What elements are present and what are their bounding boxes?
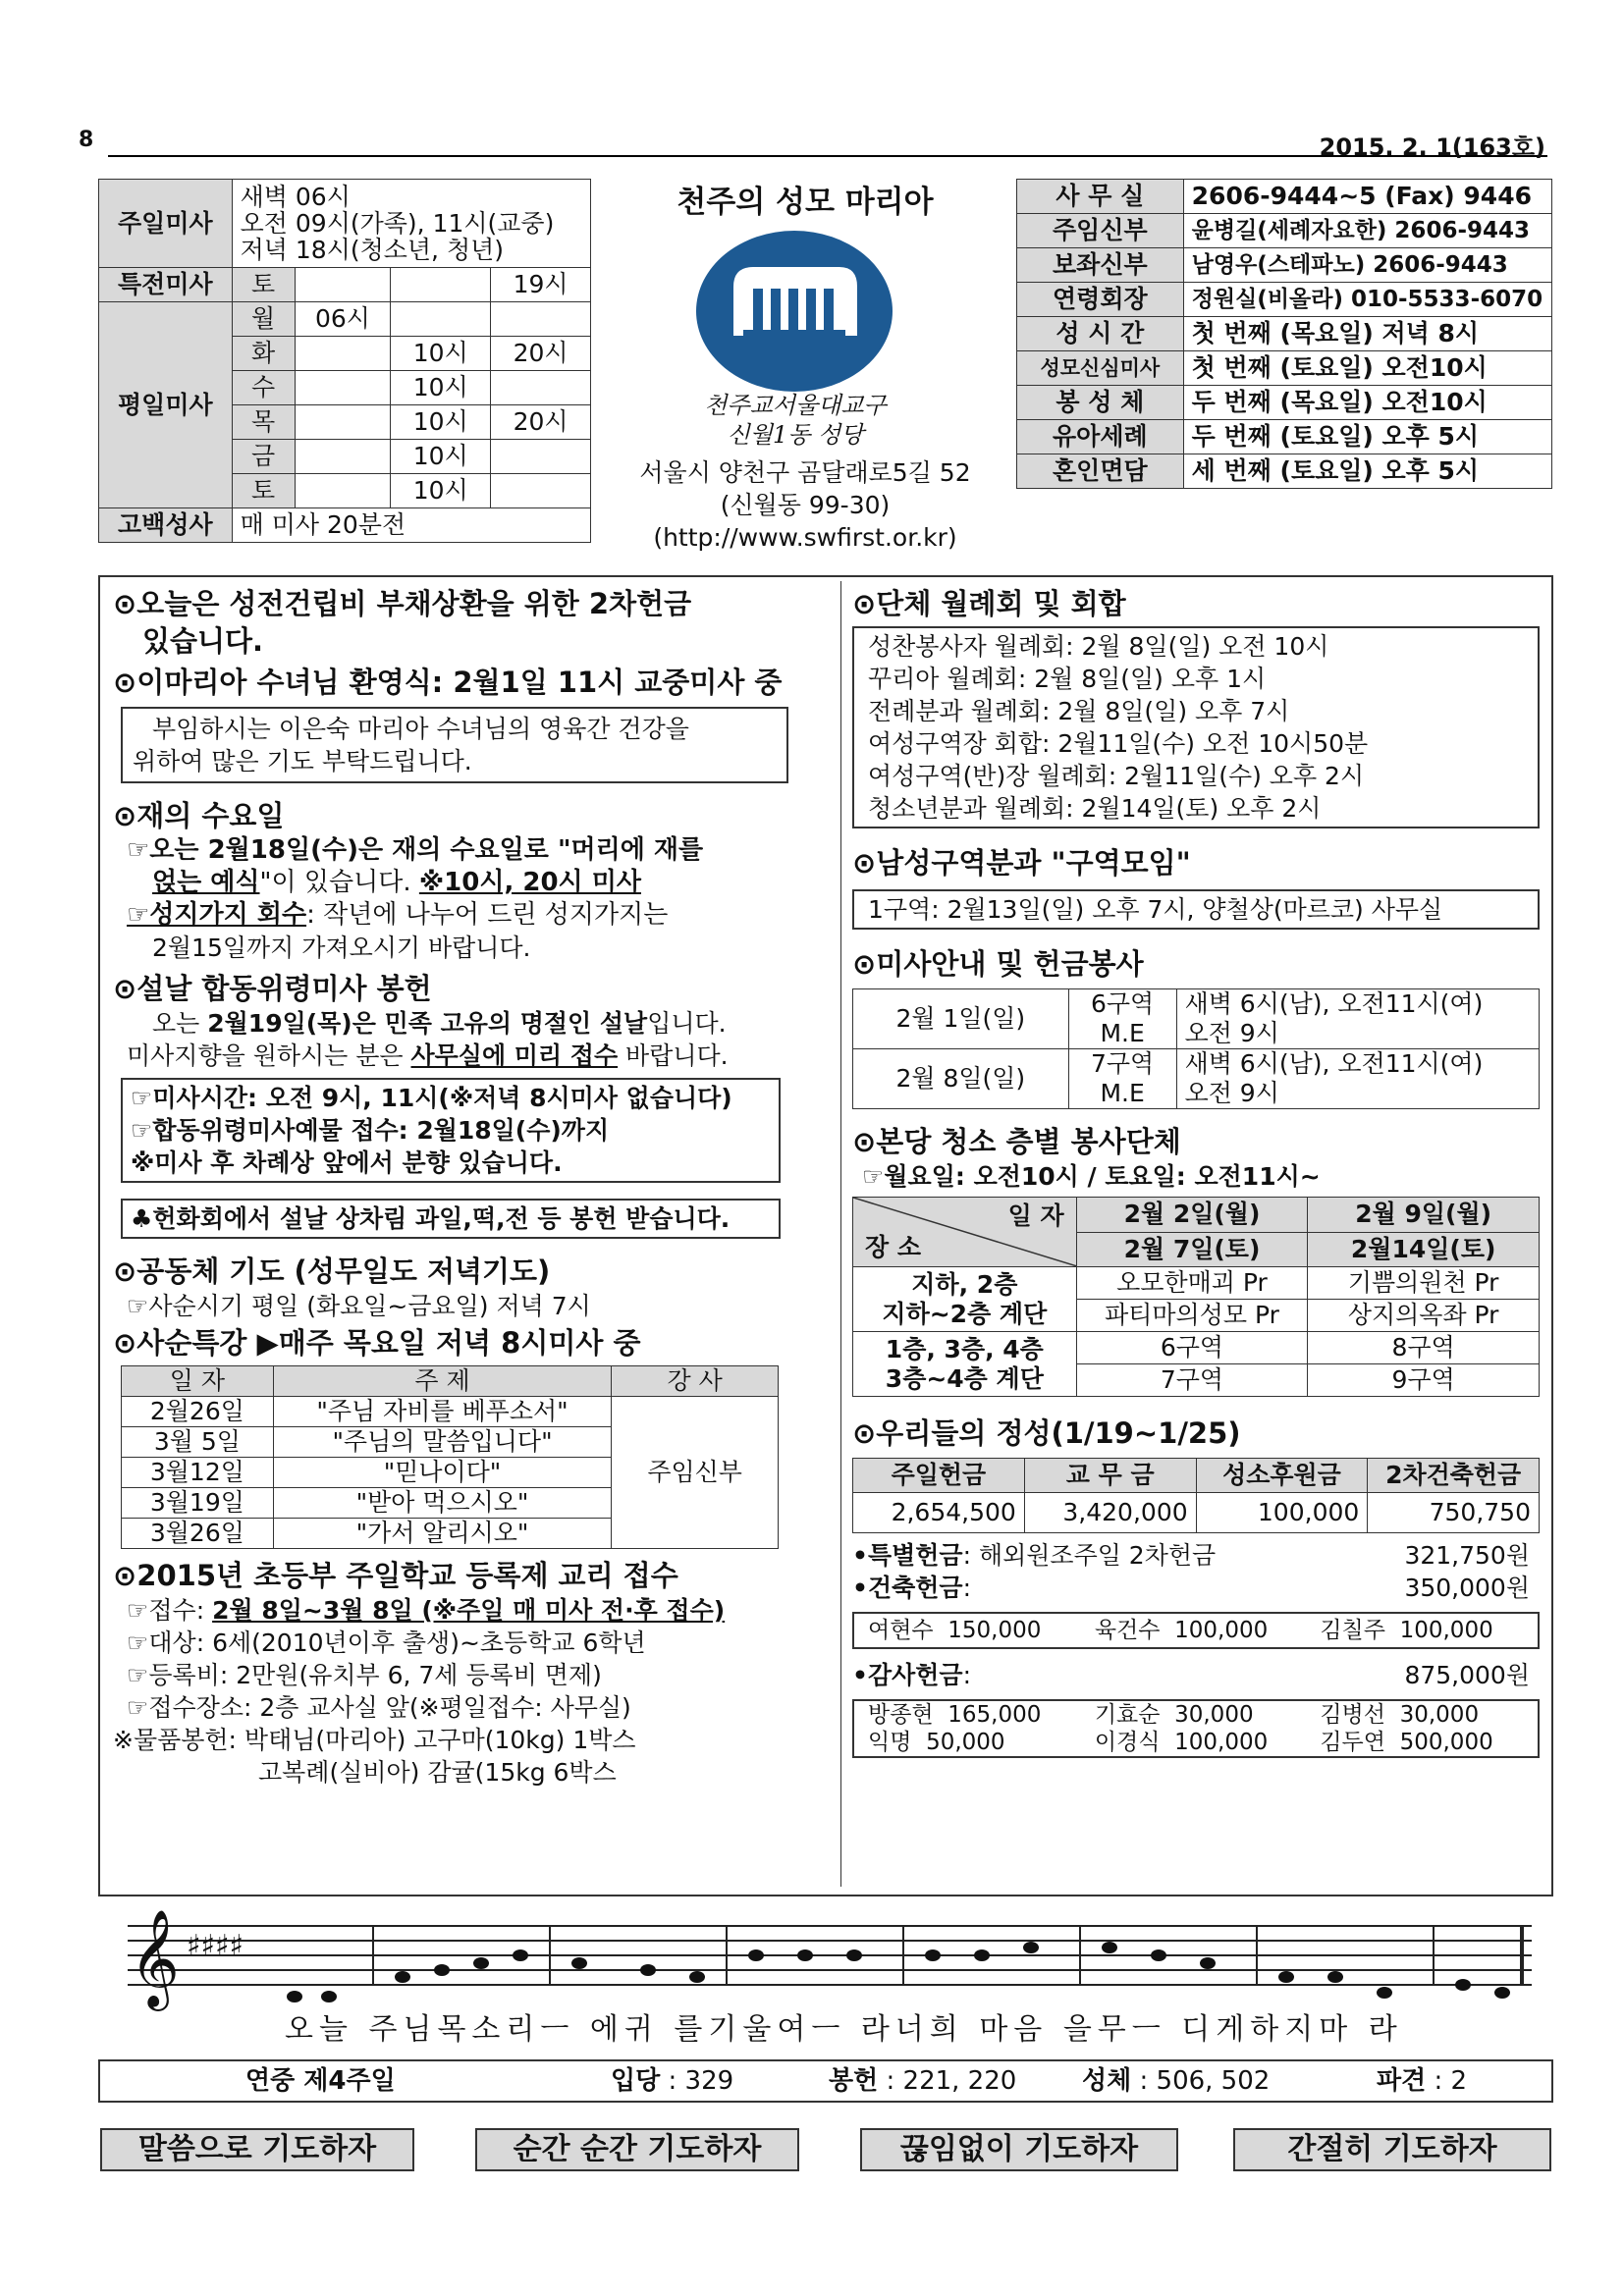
men-zone-title: ⊙남성구역분과 "구역모임"	[852, 846, 1191, 880]
ash-wednesday-title: ⊙재의 수요일	[113, 799, 285, 832]
music-staff	[118, 1906, 1542, 2014]
church-address: 서울시 양천구 곰달래로5길 52 (신월동 99-30) (http://www.swfirst.or.kr)	[599, 456, 1011, 554]
special-offering-line: •특별헌금: 해외원조주일 2차헌금 321,750원	[852, 1541, 1530, 1570]
svg-text:♯♯♯♯: ♯♯♯♯	[187, 1929, 244, 1963]
column-divider	[840, 581, 841, 1887]
right-column: ⊙단체 월례회 및 회합 성찬봉사자 월례회: 2월 8일(일) 오전 10시 꾸리아 월례회: 2월 8일(일) 오후 1시 전례분과 월례회: 2월 8일(일) 오후 7시 여성구역장 회합: 2월11일(수) 오전 10시50분 여성구역(반)장 월례회: 2월11일(수) 오후 2시 청소년분과 월례회: 2월14일(토) 오후 2시 ⊙남성구역분과 "구역모임" 1구역: 2월13일(일) 오후 7시, 양철상(마르코) 사무실 ⊙미사안내 및 헌금봉사 2월 1일(일) 6구역 M.E 새벽 6시(남), 오전11시(여) 오전 9시 2월 8일(일) 7구역 M.E 새벽 6시(남), 오전11시(여) 오전 9시 ⊙본당 청소 층별 봉사단체 ☞월요일: 오전10시 / 토요일: 오전11시~ 일 자 장 소 2월 2일(월) 2월 9일(월) 2월 7일(토) 2월14일(토) 지하, 2층 지하~2층 계단 오모한매괴 Pr 기쁨의원천 Pr 파티마의성모 Pr 상지의옥좌 Pr 1층, 3층, 4층 3층~4층 계단 6구역 8구역 7구역 9구역 ⊙우리들의 정성(1/19~1/25) 주일헌금 교 무 금 성소후원금 2차건축헌금 2,654,500 3,420,000 100,000 750,750 •특별헌금: 해외원조주일 2차헌금 321,750원 •건축헌금: 350,000원 여현수 150,000 육건수 100,000 김칠주 100,000 •감사헌금: 875,000원 방종현 165,000 기효순 30,000 김병선 30,000 익명 50,000 이경식 100,000 김두연 500,000	[852, 585, 1540, 1758]
liturgy-bar: 연중 제4주일 입당 : 329 봉헌 : 221, 220 성체 : 506, 502 파견 : 2	[98, 2059, 1553, 2103]
mass-schedule-table: 주일미사 새벽 06시 오전 09시(가족), 11시(교중) 저녁 18시(청소년, 청년) 특전미사 토 19시 평일미사 월 06시 화 10시 20시 수 10시 목 10시 20시 금 10시 토 10시 고백성사 매 미사 20분전	[98, 179, 591, 543]
community-prayer-title: ⊙공동체 기도 (성무일도 저녁기도)	[113, 1255, 551, 1288]
sunday-mass-label: 주일미사	[99, 180, 233, 268]
thanks-donors: 방종현 165,000 기효순 30,000 김병선 30,000 익명 50,000 이경식 100,000 김두연 500,000	[852, 1699, 1540, 1758]
svg-text:𝄞: 𝄞	[130, 1909, 180, 2007]
confession-label: 고백성사	[99, 508, 233, 543]
cleaning-title: ⊙본당 청소 층별 봉사단체	[852, 1125, 1181, 1158]
notice-title: ⊙오늘은 성전건립비 부채상환을 위한 2차헌금	[113, 587, 692, 620]
lecture-table: 일 자 주 제 강 사 2월26일 "주님 자비를 베푸소서" 주임신부 3월 5일 "주님의 말씀입니다" 3월12일 "믿나이다" 3월19일 "받아 먹으시오" 3월26일 "가서 알리시오"	[121, 1365, 779, 1549]
prayer-banner-2: 순간 순간 기도하자	[475, 2128, 799, 2171]
lecture-speaker: 주임신부	[612, 1397, 779, 1549]
church-title: 천주의 성모 마리아	[677, 185, 934, 220]
sunday-school-title: ⊙2015년 초등부 주일학교 등록제 교리 접수	[113, 1559, 678, 1592]
prayer-banner-4: 간절히 기도하자	[1233, 2128, 1551, 2171]
logo-caption: 천주교서울대교구 신월1동 성당	[704, 392, 887, 449]
mass-guide-table: 2월 1일(일) 6구역 M.E 새벽 6시(남), 오전11시(여) 오전 9시 2월 8일(일) 7구역 M.E 새벽 6시(남), 오전11시(여) 오전 9시	[852, 988, 1540, 1109]
group-meetings-title: ⊙단체 월례회 및 회합	[852, 587, 1126, 620]
lunar-newyear-title: ⊙설날 합동위령미사 봉헌	[113, 972, 432, 1005]
page-number: 8	[79, 128, 94, 152]
lunar-box: ☞미사시간: 오전 9시, 11시(※저녁 8시미사 없습니다) ☞합동위령미사예물 접수: 2월18일(수)까지 ※미사 후 차례상 앞에서 분향 있습니다.	[121, 1078, 781, 1183]
song-lyrics: 오늘 주님목소리ㅡ 에귀 를기울여ㅡ 라너희 마음 을무ㅡ 디게하지마 라	[285, 2012, 1403, 2047]
weekday-mass-label: 평일미사	[99, 302, 233, 508]
offering-table: 주일헌금 교 무 금 성소후원금 2차건축헌금 2,654,500 3,420,000 100,000 750,750	[852, 1458, 1540, 1533]
issue-date: 2015. 2. 1(163호)	[1319, 133, 1545, 161]
men-zone-box: 1구역: 2월13일(일) 오후 7시, 양철상(마르코) 사무실	[852, 889, 1540, 930]
thanks-offering-line: •감사헌금: 875,000원	[852, 1661, 1530, 1689]
mass-guide-title: ⊙미사안내 및 헌금봉사	[852, 947, 1144, 981]
cleaning-header-diag: 일 자 장 소	[853, 1198, 1077, 1267]
left-column: ⊙오늘은 성전건립비 부채상환을 위한 2차헌금 있습니다. ⊙이마리아 수녀님 환영식: 2월1일 11시 교중미사 중 부임하시는 이은숙 마리아 수녀님의 영육간 건강을 위하여 많은 기도 부탁드립니다. ⊙재의 수요일 ☞오는 2월18일(수)은 재의 수요일로 "머리에 재를 얹는 예식"이 있습니다. ※10시, 20시 미사 ☞성지가지 회수: 작년에 나누어 드린 성지가지는 2월15일까지 가져오시기 바랍니다. ⊙설날 합동위령미사 봉헌 오는 2월19일(목)은 민족 고유의 명절인 설날입니다. 미사지향을 원하시는 분은 사무실에 미리 접수 바랍니다. ☞미사시간: 오전 9시, 11시(※저녁 8시미사 없습니다) ☞합동위령미사예물 접수: 2월18일(수)까지 ※미사 후 차례상 앞에서 분향 있습니다. ♣헌화회에서 설날 상차림 과일,떡,전 등 봉헌 받습니다. ⊙공동체 기도 (성무일도 저녁기도) ☞사순시기 평일 (화요일~금요일) 저녁 7시 ⊙사순특강 ▶매주 목요일 저녁 8시미사 중 일 자 주 제 강 사 2월26일 "주님 자비를 베푸소서" 주임신부 3월 5일 "주님의 말씀입니다" 3월12일 "믿나이다" 3월19일 "받아 먹으시오" 3월26일 "가서 알리시오" ⊙2015년 초등부 주일학교 등록제 교리 접수 ☞접수: 2월 8일~3월 8일 (※주일 매 미사 전·후 접수) ☞대상: 6세(2010년이후 출생)~초등학교 6학년 ☞등록비: 2만원(유치부 6, 7세 등록비 면제) ☞접수장소: 2층 교사실 앞(※평일접수: 사무실) ※물품봉헌: 박태님(마리아) 고구마(10kg) 1박스 고복례(실비아) 감귤(15kg 6박스	[113, 585, 830, 1789]
welcome-title: ⊙이마리아 수녀님 환영식: 2월1일 11시 교중미사 중	[113, 666, 783, 699]
contacts-table: 사 무 실 2606-9444~5 (Fax) 9446 주임신부 윤병길(세례자요한) 2606-9443 보좌신부 남영우(스테파노) 2606-9443 연령회장 정원실(비올라) 010-5533-6070 성 시 간 첫 번째 (목요일) 저녁 8시 성모신심미사 첫 번째 (토요일) 오전10시 봉 성 체 두 번째 (목요일) 오전10시 유아세례 두 번째 (토요일) 오후 5시 혼인면담 세 번째 (토요일) 오후 5시	[1016, 179, 1552, 489]
church-url: (http://www.swfirst.or.kr)	[653, 523, 957, 552]
group-meetings-box: 성찬봉사자 월례회: 2월 8일(일) 오전 10시 꾸리아 월례회: 2월 8일(일) 오후 1시 전례분과 월례회: 2월 8일(일) 오후 7시 여성구역장 회합: 2월11일(수) 오전 10시50분 여성구역(반)장 월례회: 2월11일(수) 오후 2시 청소년분과 월례회: 2월14일(토) 오후 2시	[852, 626, 1540, 828]
special-mass-label: 특전미사	[99, 268, 233, 302]
gift-line: ※물품봉헌: 박태님(마리아) 고구마(10kg) 1박스	[113, 1726, 636, 1754]
welcome-box: 부임하시는 이은숙 마리아 수녀님의 영육간 건강을 위하여 많은 기도 부탁드립니다.	[121, 707, 788, 783]
church-logo	[692, 228, 896, 395]
building-offering-line: •건축헌금: 350,000원	[852, 1574, 1530, 1602]
cleaning-table: 일 자 장 소 2월 2일(월) 2월 9일(월) 2월 7일(토) 2월14일(토) 지하, 2층 지하~2층 계단 오모한매괴 Pr 기쁨의원천 Pr 파티마의성모 Pr 상지의옥좌 Pr 1층, 3층, 4층 3층~4층 계단 6구역 8구역 7구역 9구역	[852, 1197, 1540, 1397]
flower-box: ♣헌화회에서 설날 상차림 과일,떡,전 등 봉헌 받습니다.	[121, 1199, 781, 1239]
sunday-mass-times: 새벽 06시 오전 09시(가족), 11시(교중) 저녁 18시(청소년, 청년)	[232, 180, 590, 268]
offering-title: ⊙우리들의 정성(1/19~1/25)	[852, 1416, 1241, 1450]
prayer-banner-3: 끊임없이 기도하자	[860, 2128, 1178, 2171]
confession-text: 매 미사 20분전	[232, 508, 590, 543]
prayer-banner-1: 말씀으로 기도하자	[100, 2128, 414, 2171]
building-donors: 여현수 150,000 육건수 100,000 김칠주 100,000	[852, 1612, 1540, 1649]
lecture-title: ⊙사순특강 ▶매주 목요일 저녁 8시미사 중	[113, 1326, 641, 1360]
